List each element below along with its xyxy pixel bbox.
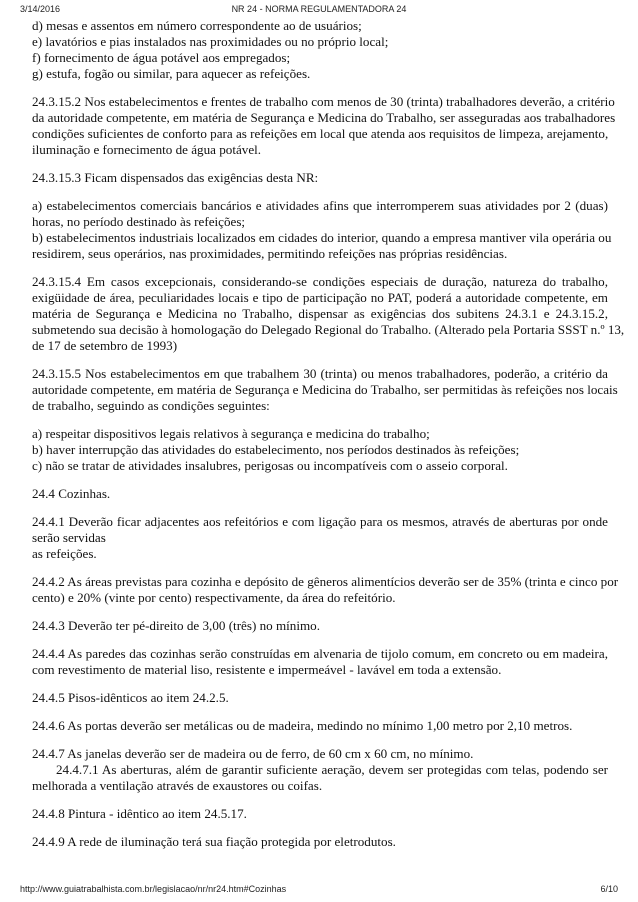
- text-line: b) estabelecimentos industriais localizados em cidades do interior, quando a empresa mantiver vila operária ou: [32, 230, 612, 245]
- text-line: 24.4.7.1 As aberturas, além de garantir suficiente aeração, devem ser protegidas com telas, podendo ser: [56, 762, 608, 777]
- text-line: d) mesas e assentos em número correspondente ao de usuários;: [32, 18, 362, 33]
- paragraph-24-3-15-4: [32, 274, 625, 354]
- page-header: [0, 4, 638, 18]
- text-line: iluminação e fornecimento de água potável.: [32, 142, 262, 157]
- text-line: residirem, seus operários, nas proximidades, permitindo refeições nas próprias residências.: [32, 246, 508, 261]
- text-line: condições suficientes de conforto para as refeições em local que atenda aos requisitos de limpeza, arejamento,: [32, 126, 609, 141]
- text-line: e) lavatórios e pias instalados nas proximidades ou no próprio local;: [32, 34, 389, 49]
- paragraph-24-4-5: [32, 690, 608, 706]
- text-line: 24.4.9 A rede de iluminação terá sua fiação protegida por eletrodutos.: [32, 834, 396, 849]
- text-line: 24.4 Cozinhas.: [32, 486, 111, 501]
- text-line: com revestimento de material liso, resistente e impermeável - lavável em toda a extensão.: [32, 662, 502, 677]
- text-line: serão servidas: [32, 530, 106, 545]
- paragraph-24-3-15-5: [32, 366, 618, 414]
- paragraph-24-4-6: [32, 718, 608, 734]
- text-line: autoridade competente, em matéria de Segurança e Medicina do Trabalho, ser permitidas às refeições nos locais: [32, 382, 618, 397]
- paragraph-24-3-15-2: [32, 94, 616, 158]
- text-line: 24.3.15.5 Nos estabelecimentos em que trabalhem 30 (trinta) ou menos trabalhadores, poderão, a critério da: [32, 366, 608, 381]
- text-line: 24.3.15.3 Ficam dispensados das exigências desta NR:: [32, 170, 319, 185]
- text-line: cento) e 20% (vinte por cento) respectivamente, da área do refeitório.: [32, 590, 396, 605]
- text-line: 24.4.5 Pisos-idênticos ao item 24.2.5.: [32, 690, 229, 705]
- text-line: 24.3.15.2 Nos estabelecimentos e frentes de trabalho com menos de 30 (trinta) trabalhadores deverão, a critério: [32, 94, 615, 109]
- text-line: 24.3.15.4 Em casos excepcionais, considerando-se condições especiais de duração, natureza do trabalho,: [32, 274, 608, 289]
- text-line: b) haver interrupção das atividades do estabelecimento, nos períodos destinados às refeições;: [32, 442, 520, 457]
- paragraph-24-4-3: [32, 618, 608, 634]
- page-footer: [0, 884, 638, 898]
- text-line: 24.4.7 As janelas deverão ser de madeira ou de ferro, de 60 cm x 60 cm, no mínimo.: [32, 746, 474, 761]
- text-line: as refeições.: [32, 546, 97, 561]
- text-line: a) estabelecimentos comerciais bancários e atividades afins que interromperem suas atividades por 2 (duas): [32, 198, 608, 213]
- page-number: 6/10: [600, 884, 618, 894]
- source-url[interactable]: http://www.guiatrabalhista.com.br/legislacao/nr/nr24.htm#Cozinhas: [20, 884, 287, 894]
- text-line: 24.4.6 As portas deverão ser metálicas ou de madeira, medindo no mínimo 1,00 metro por 2,10 metros.: [32, 718, 573, 733]
- text-line: f) fornecimento de água potável aos empregados;: [32, 50, 291, 65]
- text-line: horas, no período destinado às refeições;: [32, 214, 246, 229]
- text-line: da autoridade competente, em matéria de Segurança e Medicina do Trabalho, ser asseguradas aos trabalhadores: [32, 110, 616, 125]
- list-item-block: [32, 426, 608, 474]
- list-item-block: [32, 18, 608, 82]
- document-body: [32, 18, 625, 862]
- text-line: 24.4.1 Deverão ficar adjacentes aos refeitórios e com ligação para os mesmos, através de aberturas por onde: [32, 514, 608, 529]
- text-line: melhorada a ventilação através de exaustores ou coifas.: [32, 778, 323, 793]
- text-line: 24.4.3 Deverão ter pé-direito de 3,00 (três) no mínimo.: [32, 618, 320, 633]
- paragraph-24-4-7: [32, 746, 608, 794]
- paragraph-24-4-1: [32, 514, 608, 562]
- text-line: 24.4.2 As áreas previstas para cozinha e depósito de gêneros alimentícios deverão ser de 35% (trinta e cinco por: [32, 574, 619, 589]
- paragraph-24-4-4: [32, 646, 608, 678]
- text-line: a) respeitar dispositivos legais relativos à segurança e medicina do trabalho;: [32, 426, 430, 441]
- document-title: NR 24 - NORMA REGULAMENTADORA 24: [231, 4, 407, 14]
- text-line: g) estufa, fogão ou similar, para aquecer as refeições.: [32, 66, 311, 81]
- text-line: 24.4.8 Pintura - idêntico ao item 24.5.17.: [32, 806, 247, 821]
- paragraph-24-4-9: [32, 834, 608, 850]
- text-line: de 17 de setembro de 1993): [32, 338, 178, 353]
- text-line: 24.4.4 As paredes das cozinhas serão construídas em alvenaria de tijolo comum, em concreto ou em madeira,: [32, 646, 608, 661]
- paragraph-24-4-2: [32, 574, 619, 606]
- section-heading-24-4: [32, 486, 608, 502]
- text-line: matéria de Segurança e Medicina no Trabalho, dispensar as exigências dos subitens 24.3.1 e 24.3.15.2,: [32, 306, 608, 321]
- paragraph-24-3-15-3: [32, 170, 608, 186]
- text-line: exigüidade de área, peculiaridades locais e tipo de participação no PAT, poderá a autoridade competente, em: [32, 290, 608, 305]
- list-item-block: [32, 198, 612, 262]
- paragraph-24-4-8: [32, 806, 608, 822]
- print-date: 3/14/2016: [20, 4, 61, 14]
- text-line: de trabalho, seguindo as condições seguintes:: [32, 398, 270, 413]
- text-line: c) não se tratar de atividades insalubres, perigosas ou incompatíveis com o asseio corporal.: [32, 458, 508, 473]
- text-line: submetendo sua decisão à homologação do Delegado Regional do Trabalho. (Alterado pela Portaria SSST n.º 13,: [32, 322, 625, 337]
